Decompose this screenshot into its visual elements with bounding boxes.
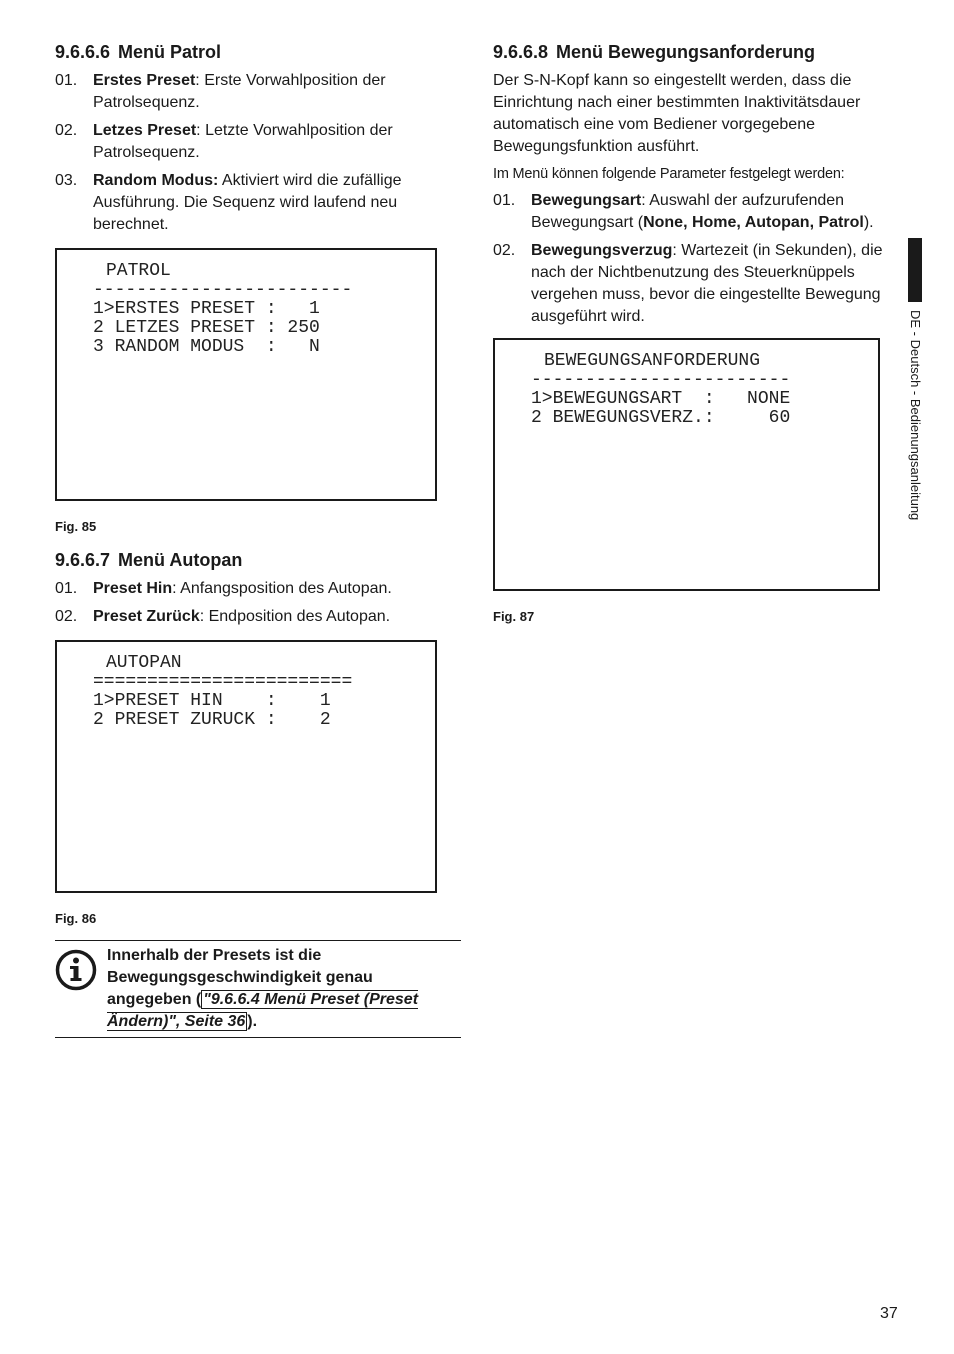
intro-paragraph: Der S-N-Kopf kann so eingestellt werden, dass die Einrichtung nach einer bestimmten Inaktivitätsdauer automatisch eine vom Bediener vorgegebene Bewegungsfunktion ausführt. <box>493 72 861 155</box>
list-item: 01. Preset Hin: Anfangsposition des Autopan. <box>55 580 392 597</box>
params-intro: Im Menü können folgende Parameter festgelegt werden: <box>493 166 845 182</box>
page-number: 37 <box>880 1305 898 1322</box>
figure-caption: Fig. 87 <box>493 609 535 624</box>
info-note: Innerhalb der Presets ist die Bewegungsgeschwindigkeit genau angegeben ( "9.6.6.4 Menü Preset (Preset Ändern)", Seite 36 ). <box>55 940 461 1038</box>
list-item: 01. Bewegungsart: Auswahl der aufzurufenden Bewegungsart (None, Home, Autopan, Patrol). <box>493 192 874 231</box>
section-heading-patrol: 9.6.6.6 Menü Patrol <box>55 42 222 62</box>
section-heading-autopan: 9.6.6.7 Menü Autopan <box>55 550 243 570</box>
side-label: DE - Deutsch - Bedienungsanleitung <box>908 310 923 521</box>
cross-reference-link[interactable]: "9.6.6.4 Menü Preset (Preset Ändern)", Seite 36 <box>107 991 419 1030</box>
right-column <box>493 40 898 638</box>
osd-screen-patrol: PATROL ------------------------ 1>ERSTES PRESET : 1 2 LETZES PRESET : 250 3 RANDOM MODUS : N <box>55 248 437 501</box>
list-item: 02. Preset Zurück: Endposition des Autopan. <box>55 608 391 625</box>
osd-screen-bewegung: BEWEGUNGSANFORDERUNG ------------------------ 1>BEWEGUNGSART : NONE 2 BEWEGUNGSVERZ.: 60 <box>493 338 880 591</box>
left-column <box>55 40 461 1038</box>
section-heading-bewegung: 9.6.6.8 Menü Bewegungsanforderung <box>493 42 816 62</box>
list-item: 02. Letzes Preset: Letzte Vorwahlposition der Patrolsequenz. <box>55 122 393 161</box>
list-item: 01. Erstes Preset: Erste Vorwahlposition der Patrolsequenz. <box>55 72 386 111</box>
side-tab-marker <box>908 238 922 302</box>
list-item: 03. Random Modus: Aktiviert wird die zufällige Ausführung. Die Sequenz wird laufend neu berechnet. <box>55 172 402 233</box>
figure-caption: Fig. 85 <box>55 519 97 534</box>
list-item: 02. Bewegungsverzug: Wartezeit (in Sekunden), die nach der Nichtbenutzung des Steuerknüppels vergehen muss, bevor die eingestellte Bewegung ausgeführt wird. <box>493 242 883 325</box>
figure-caption: Fig. 86 <box>55 911 97 926</box>
osd-screen-autopan: AUTOPAN ======================== 1>PRESET HIN : 1 2 PRESET ZURUCK : 2 <box>55 640 437 893</box>
info-icon <box>55 945 107 1033</box>
